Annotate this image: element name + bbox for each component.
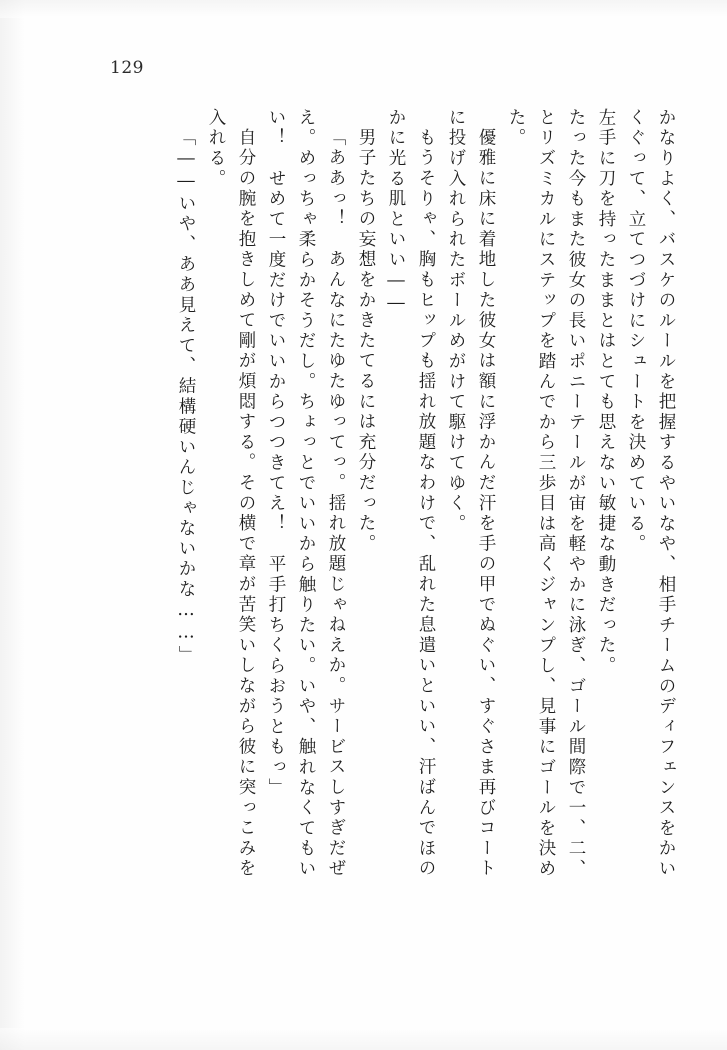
scan-edge-top xyxy=(0,0,727,18)
text-column: 入れる。 xyxy=(206,108,226,190)
text-column: もうそりゃ、胸もヒップも揺れ放題なわけで、乱れた息遣いといい、汗ばんでほの xyxy=(416,128,436,880)
text-column: 「――いや、ああ見えて、結構硬いんじゃないかな……」 xyxy=(176,128,196,666)
text-column: かなりよく、バスケのルールを把握するやいなや、相手チームのディフェンスをかい xyxy=(656,108,676,880)
text-column: 左手に刀を持ったままとはとても思えない敏捷な動きだった。 xyxy=(596,108,616,677)
scan-edge-bottom xyxy=(0,1028,727,1050)
text-column: 「ああっ！ あんなにたゆたゆってっ。揺れ放題じゃねえか。サービスしすぎだぜ xyxy=(326,128,346,880)
text-column: たった今もまた彼女の長いポニーテールが宙を軽やかに泳ぎ、ゴール間際で一、二、 xyxy=(566,108,586,880)
text-column: い！ せめて一度だけでいいからつつきてえ！ 平手打ちくらおうともっ」 xyxy=(266,108,286,799)
text-column: 男子たちの妄想をかきたてるには充分だった。 xyxy=(356,128,376,555)
page-number: 129 xyxy=(110,58,144,78)
text-column: くぐって、立てつづけにシュートを決めている。 xyxy=(626,108,646,555)
scan-edge-left xyxy=(0,0,26,1050)
text-column: え。めっちゃ柔らかそうだし。ちょっとでいいから触りたい。いや、触れなくてもい xyxy=(296,108,316,880)
text-column: に投げ入れられたボールめがけて駆けてゆく。 xyxy=(446,108,466,535)
text-column: とリズミカルにステップを踏んでから三歩目は高くジャンプし、見事にゴールを決め xyxy=(536,108,556,880)
text-column: た。 xyxy=(506,108,526,149)
text-column: 自分の腕を抱きしめて剛が煩悶する。その横で章が苦笑いしながら彼に突っこみを xyxy=(236,128,256,880)
body-text-block xyxy=(62,108,674,938)
text-column: かに光る肌といい―― xyxy=(386,108,406,316)
text-column: 優雅に床に着地した彼女は額に浮かんだ汗を手の甲でぬぐい、すぐさま再びコート xyxy=(476,128,496,880)
